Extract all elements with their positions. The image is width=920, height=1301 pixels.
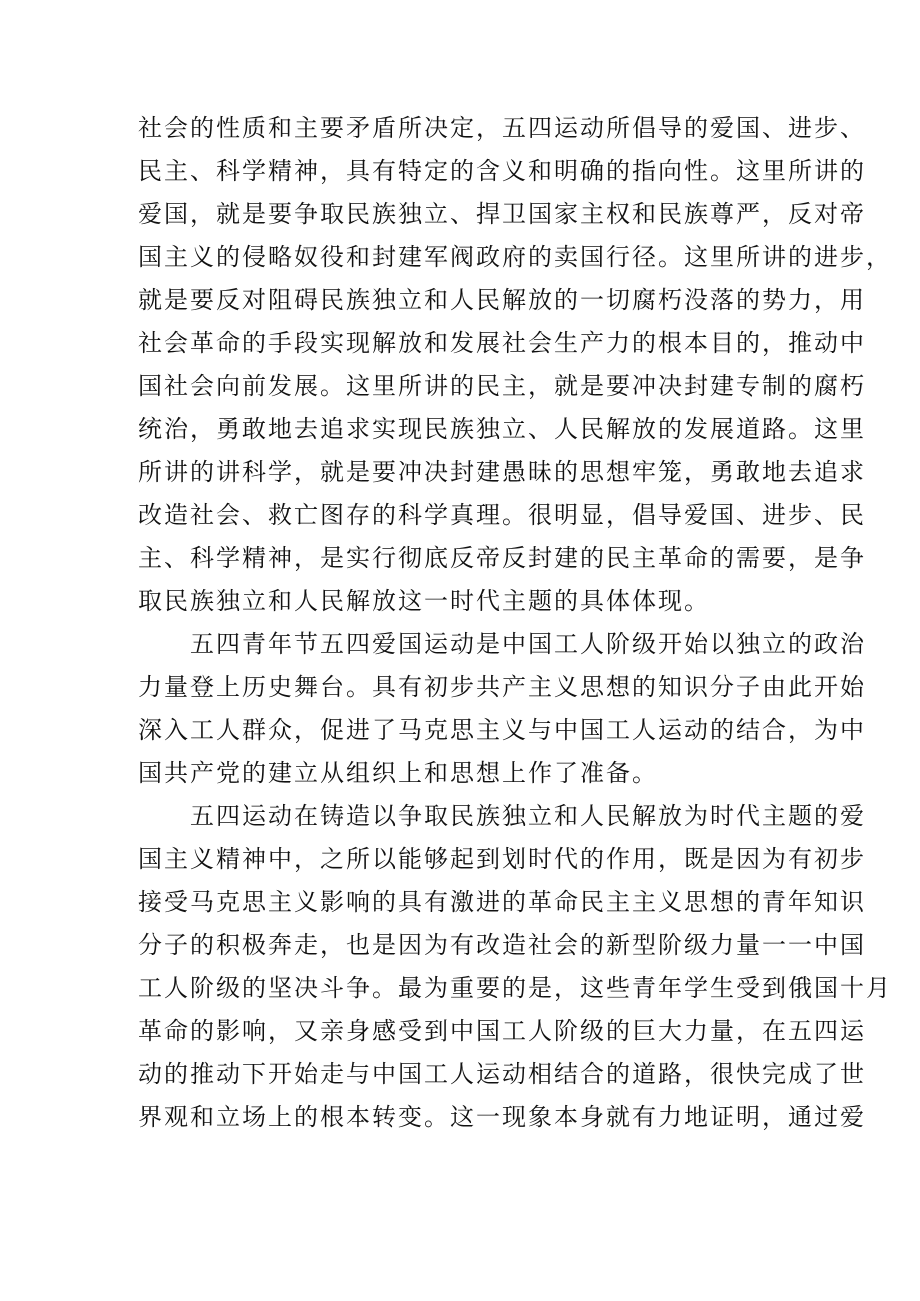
text-line: 统治，勇敢地去追求实现民族独立、人民解放的发展道路。这里	[138, 415, 866, 443]
paragraph-2	[138, 623, 866, 795]
text-line: 改造社会、救亡图存的科学真理。很明显，倡导爱国、进步、民	[138, 501, 866, 529]
text-line: 力量登上历史舞台。具有初步共产主义思想的知识分子由此开始	[138, 673, 866, 701]
text-line: 取民族独立和人民解放这一时代主题的具体体现。	[138, 587, 710, 615]
text-line: 革命的影响，又亲身感受到中国工人阶级的巨大力量，在五四运	[138, 1017, 866, 1045]
text-line: 五四运动在铸造以争取民族独立和人民解放为时代主题的爱	[138, 802, 866, 830]
text-line: 分子的积极奔走，也是因为有改造社会的新型阶级力量一一中国	[138, 931, 866, 959]
text-line: 国主义的侵略奴役和封建军阀政府的卖国行径。这里所讲的进步，	[138, 243, 892, 271]
text-line: 国共产党的建立从组织上和思想上作了准备。	[138, 759, 658, 787]
text-line: 所讲的讲科学，就是要冲决封建愚昧的思想牢笼，勇敢地去追求	[138, 458, 866, 486]
text-line: 接受马克思主义影响的具有激进的革命民主主义思想的青年知识	[138, 888, 866, 916]
text-line: 动的推动下开始走与中国工人运动相结合的道路，很快完成了世	[138, 1060, 866, 1088]
text-line: 界观和立场上的根本转变。这一现象本身就有力地证明，通过爱	[138, 1103, 866, 1131]
text-line: 社会的性质和主要矛盾所决定，五四运动所倡导的爱国、进步、	[138, 114, 866, 142]
text-line: 就是要反对阻碍民族独立和人民解放的一切腐朽没落的势力，用	[138, 286, 866, 314]
paragraph-3	[138, 795, 892, 1139]
text-line: 民主、科学精神，具有特定的含义和明确的指向性。这里所讲的	[138, 157, 866, 185]
text-line: 国主义精神中，之所以能够起到划时代的作用，既是因为有初步	[138, 845, 866, 873]
text-line: 主、科学精神，是实行彻底反帝反封建的民主革命的需要，是争	[138, 544, 866, 572]
document-body	[138, 107, 892, 1139]
text-line: 爱国，就是要争取民族独立、捍卫国家主权和民族尊严，反对帝	[138, 200, 866, 228]
text-line: 国社会向前发展。这里所讲的民主，就是要冲决封建专制的腐朽	[138, 372, 866, 400]
paragraph-1	[138, 107, 892, 623]
text-line: 工人阶级的坚决斗争。最为重要的是，这些青年学生受到俄国十月	[138, 974, 892, 1002]
text-line: 深入工人群众，促进了马克思主义与中国工人运动的结合，为中	[138, 716, 866, 744]
text-line: 社会革命的手段实现解放和发展社会生产力的根本目的，推动中	[138, 329, 866, 357]
text-line: 五四青年节五四爱国运动是中国工人阶级开始以独立的政治	[138, 630, 866, 658]
